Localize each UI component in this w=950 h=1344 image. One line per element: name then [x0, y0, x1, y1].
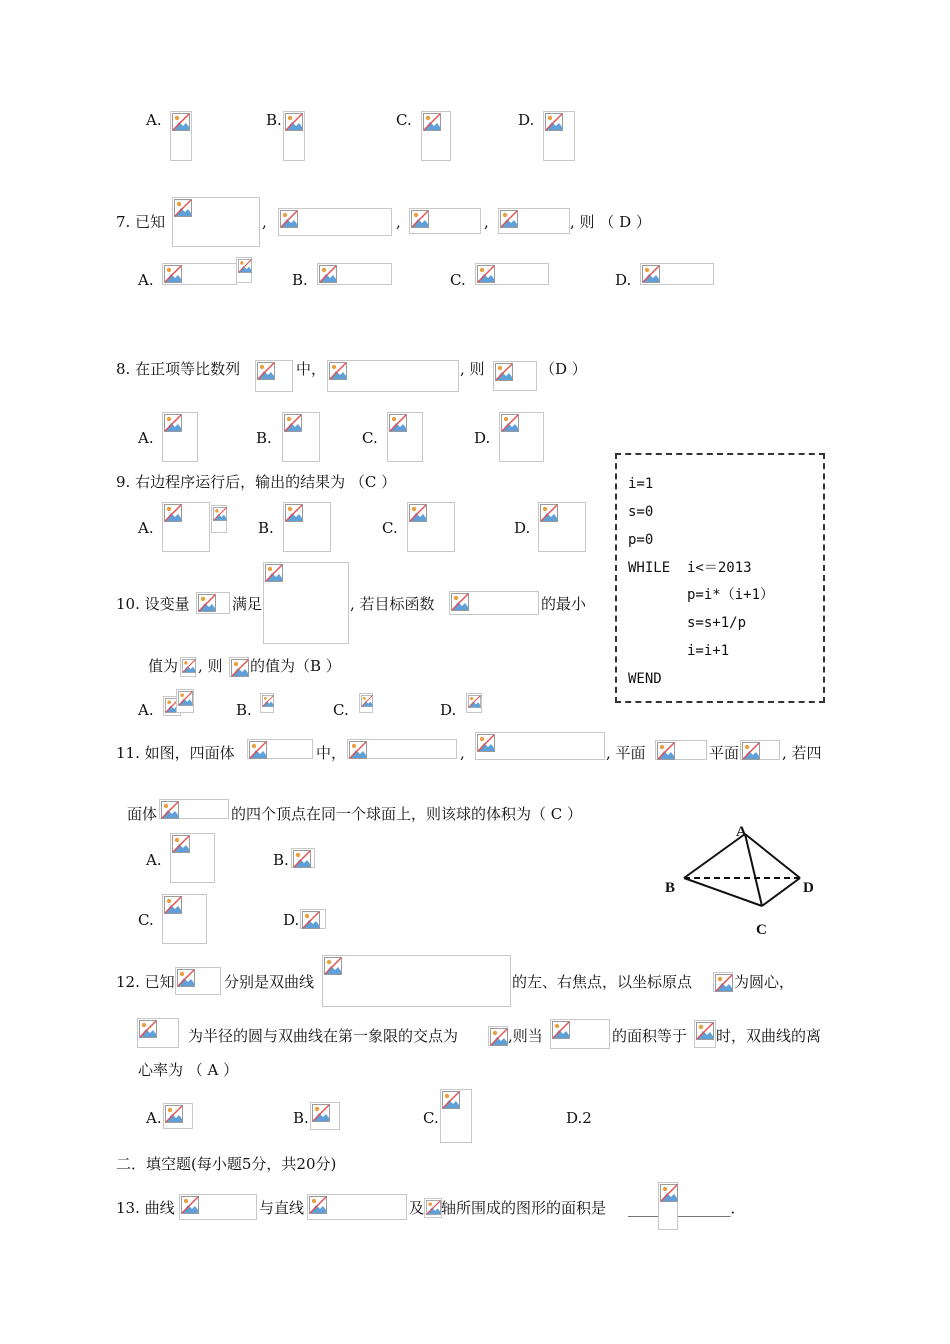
formula-image-icon [421, 111, 451, 161]
formula-image-icon [162, 894, 207, 944]
tetrahedron-figure [660, 820, 830, 945]
formula-image-icon [488, 1026, 508, 1046]
formula-image-icon [211, 505, 227, 533]
q12-text: 为圆心， [734, 973, 795, 991]
formula-image-icon [440, 1089, 472, 1143]
q10-text: 的最小 [541, 595, 587, 613]
formula-image-icon [283, 502, 331, 552]
q10-option-b-label: B. [236, 701, 252, 719]
q11-answer: 的四个顶点在同一个球面上，则该球的体积为（ C ） [231, 805, 583, 823]
code-line: WHILE i<＝2013 [628, 560, 752, 576]
q10-option-c-label: C. [333, 701, 349, 719]
punctuation: , [262, 213, 267, 231]
formula-image-icon [282, 412, 320, 462]
q8-stem: 8. 在正项等比数列 [116, 360, 241, 378]
formula-image-icon [163, 1103, 193, 1129]
program-code-box [615, 453, 825, 703]
formula-image-icon [359, 693, 373, 713]
q9-stem: 9. 右边程序运行后，输出的结果为 （C ） [116, 473, 397, 491]
formula-image-icon [162, 263, 237, 285]
q12-text: ,则当 [508, 1027, 543, 1045]
answer-blank: _______． [678, 1199, 746, 1217]
q11-option-b-label: B. [273, 851, 289, 869]
formula-image-icon [327, 360, 459, 392]
q12-answer: 心率为 （ A ） [138, 1061, 239, 1079]
formula-image-icon [347, 739, 457, 759]
q11-stem: 11. 如图，四面体 [116, 744, 235, 762]
formula-image-icon [229, 657, 249, 677]
formula-image-icon [640, 263, 714, 285]
q7-option-d-label: D. [615, 271, 632, 289]
formula-image-icon [538, 502, 586, 552]
formula-image-icon [137, 1018, 179, 1048]
q13-text: 及 [409, 1199, 425, 1217]
code-line: WEND [628, 671, 662, 687]
formula-image-icon [387, 412, 423, 462]
formula-image-icon [424, 1198, 442, 1218]
formula-image-icon [499, 412, 544, 462]
formula-image-icon [247, 739, 313, 759]
q7-option-b-label: B. [292, 271, 308, 289]
q11-text: 平面 [709, 744, 740, 762]
q6-option-b-label: B. [266, 111, 282, 129]
formula-image-icon [655, 740, 707, 760]
q7-option-a-label: A. [138, 271, 154, 289]
q13-text: 与直线 [259, 1199, 305, 1217]
formula-image-icon [175, 967, 221, 995]
formula-image-icon [498, 208, 570, 234]
formula-image-icon [307, 1194, 407, 1220]
q7-stem: 7. 已知 [116, 213, 166, 231]
q12-option-d-label: D.2 [566, 1109, 592, 1127]
q12-text: 的左、右焦点，以坐标原点 [512, 973, 693, 991]
formula-image-icon [300, 909, 326, 929]
q12-text: 的面积等于 [612, 1027, 688, 1045]
q11-option-d-label: D. [283, 911, 300, 929]
formula-image-icon [260, 693, 274, 713]
q10-stem: 10. 设变量 [116, 595, 190, 613]
formula-image-icon [493, 361, 537, 391]
formula-image-icon [176, 689, 194, 713]
q12-text: 分别是双曲线 [224, 973, 315, 991]
q12-text: 为半径的圆与双曲线在第一象限的交点为 [188, 1027, 459, 1045]
q10-text: 满足 [232, 595, 263, 613]
q6-option-c-label: C. [396, 111, 412, 129]
q11-option-c-label: C. [138, 911, 154, 929]
formula-image-icon [466, 693, 482, 713]
formula-image-icon [694, 1020, 716, 1048]
q11-text: 面体 [127, 805, 158, 823]
q8-answer: （D ） [540, 360, 587, 378]
formula-image-icon [475, 263, 549, 285]
formula-image-icon [310, 1102, 340, 1130]
q8-option-c-label: C. [362, 429, 378, 447]
q8-option-b-label: B. [256, 429, 272, 447]
vertex-label-d: D [803, 880, 814, 896]
formula-image-icon [409, 208, 481, 234]
formula-image-icon [291, 848, 315, 868]
code-line: i=i+1 [628, 643, 730, 659]
q10-text: , 则 [198, 657, 223, 675]
vertex-label-b: B [665, 880, 676, 896]
formula-image-icon [162, 412, 198, 462]
formula-image-icon [322, 955, 511, 1007]
q9-option-b-label: B. [258, 519, 274, 537]
answer-blank: ____ [628, 1199, 658, 1217]
punctuation: , [460, 744, 465, 762]
formula-image-icon [543, 111, 575, 161]
formula-image-icon [162, 502, 210, 552]
q8-option-d-label: D. [474, 429, 491, 447]
code-line: s=s+1/p [628, 615, 747, 631]
q10-option-d-label: D. [440, 701, 457, 719]
vertex-label-c: C [756, 922, 767, 938]
q13-text: 轴所围成的图形的面积是 [441, 1199, 607, 1217]
q8-text: , 则 [460, 360, 485, 378]
formula-image-icon [180, 657, 196, 677]
punctuation: , [396, 213, 401, 231]
vertex-label-a: A [736, 824, 747, 840]
formula-image-icon [179, 1194, 257, 1220]
q6-option-a-label: A. [146, 111, 162, 129]
formula-image-icon [159, 799, 229, 819]
q9-option-a-label: A. [138, 519, 154, 537]
q11-text: , 平面 [606, 744, 646, 762]
q9-option-c-label: C. [382, 519, 398, 537]
formula-image-icon [317, 263, 392, 285]
formula-image-icon [449, 591, 539, 615]
q7-option-c-label: C. [450, 271, 466, 289]
formula-image-icon [740, 740, 780, 760]
formula-image-icon [236, 257, 252, 283]
q11-text: 中， [316, 744, 347, 762]
q12-option-b-label: B. [293, 1109, 309, 1127]
formula-image-icon [172, 197, 260, 247]
q8-text: 中， [296, 360, 327, 378]
q11-option-a-label: A. [146, 851, 162, 869]
formula-image-icon [255, 360, 293, 392]
formula-image-icon [283, 111, 305, 161]
formula-image-icon [263, 562, 349, 644]
formula-image-icon [278, 208, 392, 236]
formula-image-icon [658, 1182, 678, 1230]
q6-option-d-label: D. [518, 111, 535, 129]
formula-image-icon [407, 502, 455, 552]
formula-image-icon [713, 972, 733, 992]
q12-stem: 12. 已知 [116, 973, 175, 991]
code-line: p=0 [628, 532, 654, 548]
punctuation: , [484, 213, 489, 231]
formula-image-icon [475, 732, 605, 760]
q8-option-a-label: A. [138, 429, 154, 447]
q11-text: , 若四 [782, 744, 822, 762]
q7-answer: , 则 （ D ） [570, 213, 651, 231]
code-line: i=1 [628, 476, 654, 492]
code-line: s=0 [628, 504, 654, 520]
q12-option-c-label: C. [423, 1109, 439, 1127]
code-line: p=i*（i+1） [628, 587, 775, 603]
formula-image-icon [196, 592, 230, 614]
q10-option-a-label: A. [138, 701, 154, 719]
q9-option-d-label: D. [514, 519, 531, 537]
q12-text: 时，双曲线的离 [716, 1027, 822, 1045]
q10-text: , 若目标函数 [350, 595, 435, 613]
q13-stem: 13. 曲线 [116, 1199, 175, 1217]
section-title: 二．填空题(每小题5分，共20分) [116, 1155, 337, 1173]
q10-text: 值为 [148, 657, 179, 675]
q12-option-a-label: A. [146, 1109, 162, 1127]
formula-image-icon [550, 1019, 610, 1049]
formula-image-icon [170, 111, 192, 161]
formula-image-icon [170, 833, 215, 883]
q10-answer: 的值为（B ） [250, 657, 341, 675]
